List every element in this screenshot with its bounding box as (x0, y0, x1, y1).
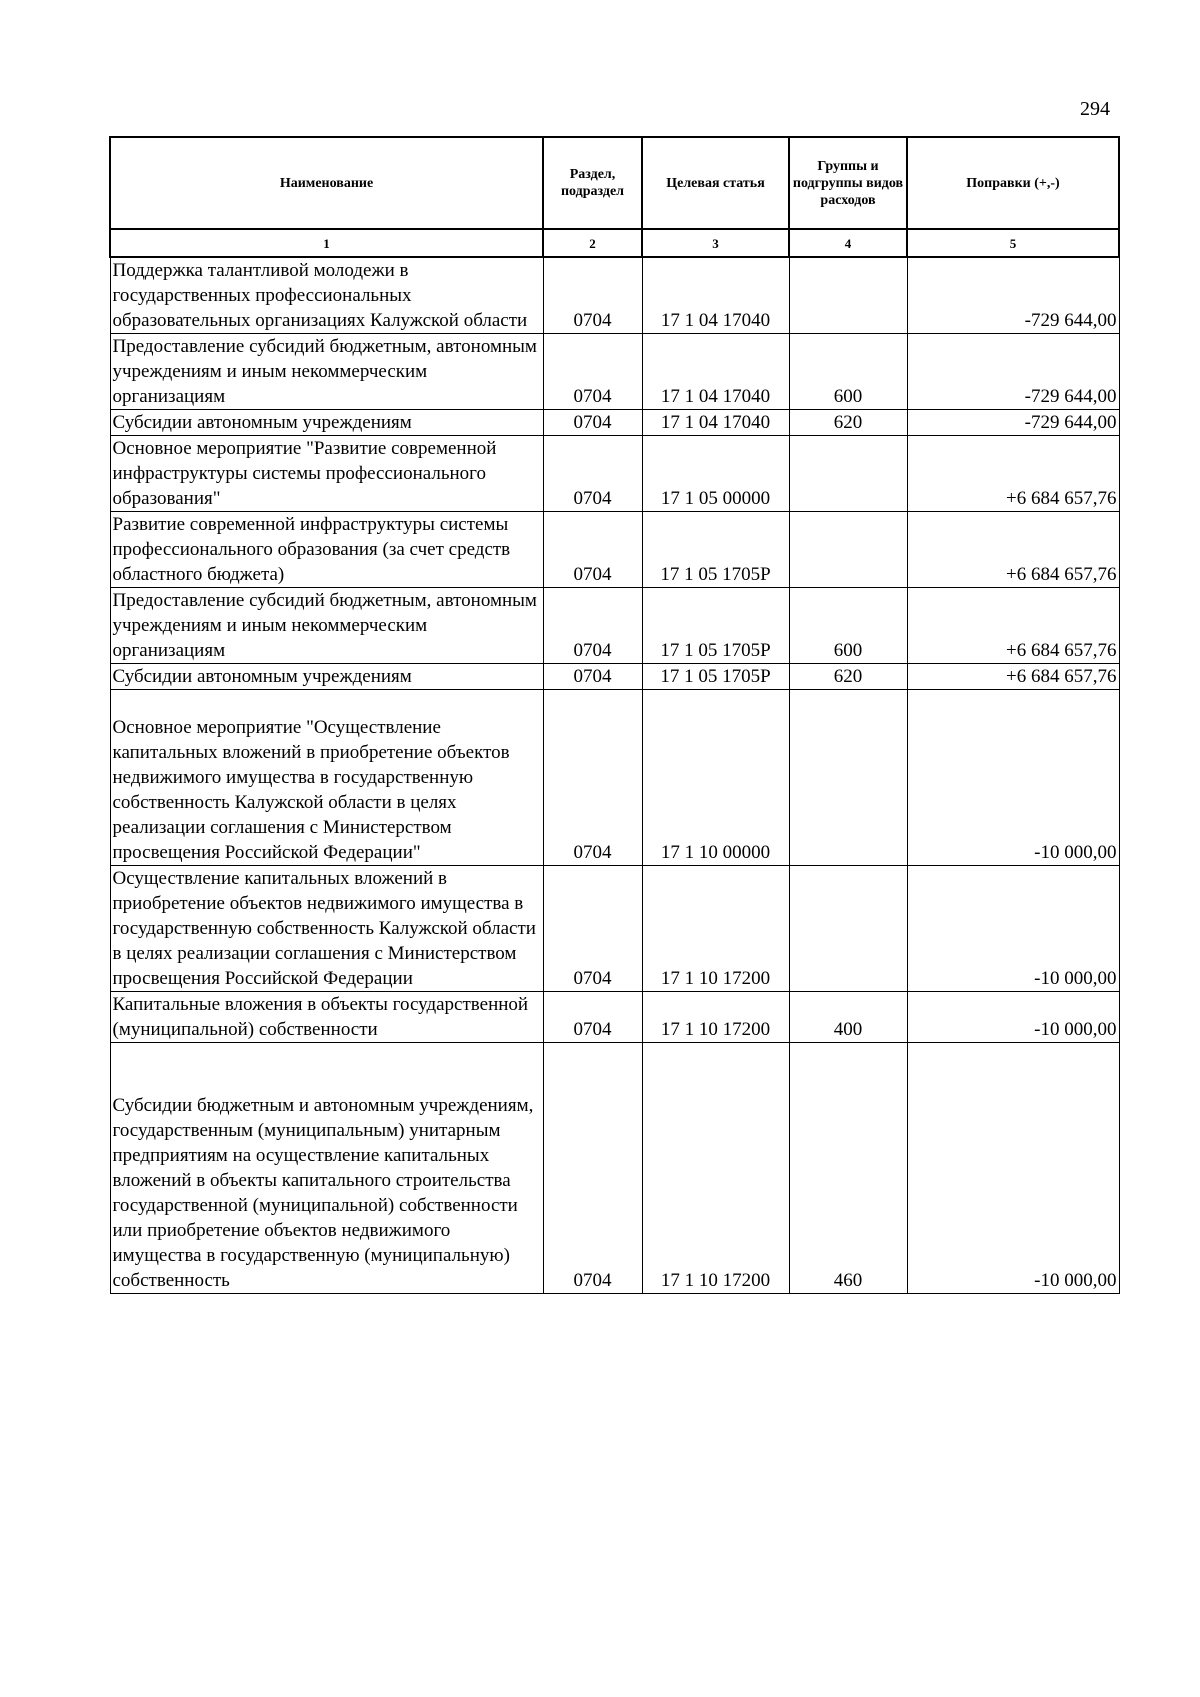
table-row (110, 588, 1119, 664)
row-target: 17 1 10 17200 (642, 992, 789, 1043)
row-target: 17 1 04 17040 (642, 334, 789, 410)
row-group: 620 (789, 664, 907, 690)
row-group: 400 (789, 992, 907, 1043)
header-target: Целевая статья (642, 137, 789, 229)
row-amount: -729 644,00 (907, 334, 1119, 410)
row-name: Предоставление субсидий бюджетным, автономным учреждениям и иным некоммерческим организациям (110, 334, 543, 410)
row-target: 17 1 05 00000 (642, 436, 789, 512)
row-group (789, 257, 907, 334)
row-section: 0704 (543, 1043, 642, 1294)
header-section: Раздел, подраздел (543, 137, 642, 229)
row-target: 17 1 04 17040 (642, 257, 789, 334)
row-name: Капитальные вложения в объекты государственной (муниципальной) собственности (110, 992, 543, 1043)
row-section: 0704 (543, 992, 642, 1043)
row-amount: +6 684 657,76 (907, 512, 1119, 588)
row-section: 0704 (543, 866, 642, 992)
row-name: Субсидии автономным учреждениям (110, 664, 543, 690)
row-section: 0704 (543, 257, 642, 334)
row-target: 17 1 05 1705Р (642, 512, 789, 588)
row-target: 17 1 05 1705Р (642, 588, 789, 664)
column-number: 3 (642, 229, 789, 257)
row-section: 0704 (543, 436, 642, 512)
row-group: 460 (789, 1043, 907, 1294)
row-section: 0704 (543, 588, 642, 664)
row-section: 0704 (543, 664, 642, 690)
table-row (110, 436, 1119, 512)
row-name: Субсидии бюджетным и автономным учреждениям, государственным (муниципальным) унитарным предприятиям на осуществление капитальных вложений в объекты капитального строительства государственной (муниципальной) собственности или приобретение объектов недвижимого имущества в государственную (муниципальную) собственность (110, 1043, 543, 1294)
row-amount: -10 000,00 (907, 866, 1119, 992)
row-group: 600 (789, 334, 907, 410)
table-row (110, 512, 1119, 588)
row-group: 600 (789, 588, 907, 664)
row-name: Основное мероприятие "Развитие современной инфраструктуры системы профессионального образования" (110, 436, 543, 512)
row-target: 17 1 10 17200 (642, 1043, 789, 1294)
row-section: 0704 (543, 512, 642, 588)
header-group: Группы и подгруппы видов расходов (789, 137, 907, 229)
row-name: Развитие современной инфраструктуры системы профессионального образования (за счет средств областного бюджета) (110, 512, 543, 588)
row-group (789, 512, 907, 588)
row-target: 17 1 05 1705Р (642, 664, 789, 690)
row-amount: +6 684 657,76 (907, 664, 1119, 690)
row-name: Поддержка талантливой молодежи в государственных профессиональных образовательных организациях Калужской области (110, 257, 543, 334)
budget-amendments-table (109, 136, 1120, 1294)
row-amount: -729 644,00 (907, 257, 1119, 334)
column-number: 1 (110, 229, 543, 257)
row-section: 0704 (543, 334, 642, 410)
column-number: 4 (789, 229, 907, 257)
row-section: 0704 (543, 410, 642, 436)
row-amount: +6 684 657,76 (907, 588, 1119, 664)
row-group (789, 436, 907, 512)
row-amount: -10 000,00 (907, 690, 1119, 866)
header-row (110, 137, 1119, 229)
row-target: 17 1 10 00000 (642, 690, 789, 866)
row-name: Осуществление капитальных вложений в приобретение объектов недвижимого имущества в государственную собственность Калужской области в целях реализации соглашения с Министерством просвещения Российской Федерации (110, 866, 543, 992)
table-row (110, 1043, 1119, 1294)
row-section: 0704 (543, 690, 642, 866)
table-row (110, 664, 1119, 690)
row-group (789, 690, 907, 866)
table-row (110, 992, 1119, 1043)
row-amount: +6 684 657,76 (907, 436, 1119, 512)
row-group (789, 866, 907, 992)
row-amount: -10 000,00 (907, 992, 1119, 1043)
row-name: Основное мероприятие "Осуществление капитальных вложений в приобретение объектов недвижимого имущества в государственную собственность Калужской области в целях реализации соглашения с Министерством просвещения Российской Федерации" (110, 690, 543, 866)
row-group: 620 (789, 410, 907, 436)
row-name: Предоставление субсидий бюджетным, автономным учреждениям и иным некоммерческим организациям (110, 588, 543, 664)
row-name: Субсидии автономным учреждениям (110, 410, 543, 436)
header-name: Наименование (110, 137, 543, 229)
row-amount: -10 000,00 (907, 1043, 1119, 1294)
table-row (110, 257, 1119, 334)
row-target: 17 1 04 17040 (642, 410, 789, 436)
page-number: 294 (1080, 98, 1110, 120)
column-number: 2 (543, 229, 642, 257)
table-row (110, 410, 1119, 436)
column-number: 5 (907, 229, 1119, 257)
table-row (110, 334, 1119, 410)
table-row (110, 866, 1119, 992)
table-row (110, 690, 1119, 866)
row-target: 17 1 10 17200 (642, 866, 789, 992)
row-amount: -729 644,00 (907, 410, 1119, 436)
header-amount: Поправки (+,-) (907, 137, 1119, 229)
column-number-row (110, 229, 1119, 257)
